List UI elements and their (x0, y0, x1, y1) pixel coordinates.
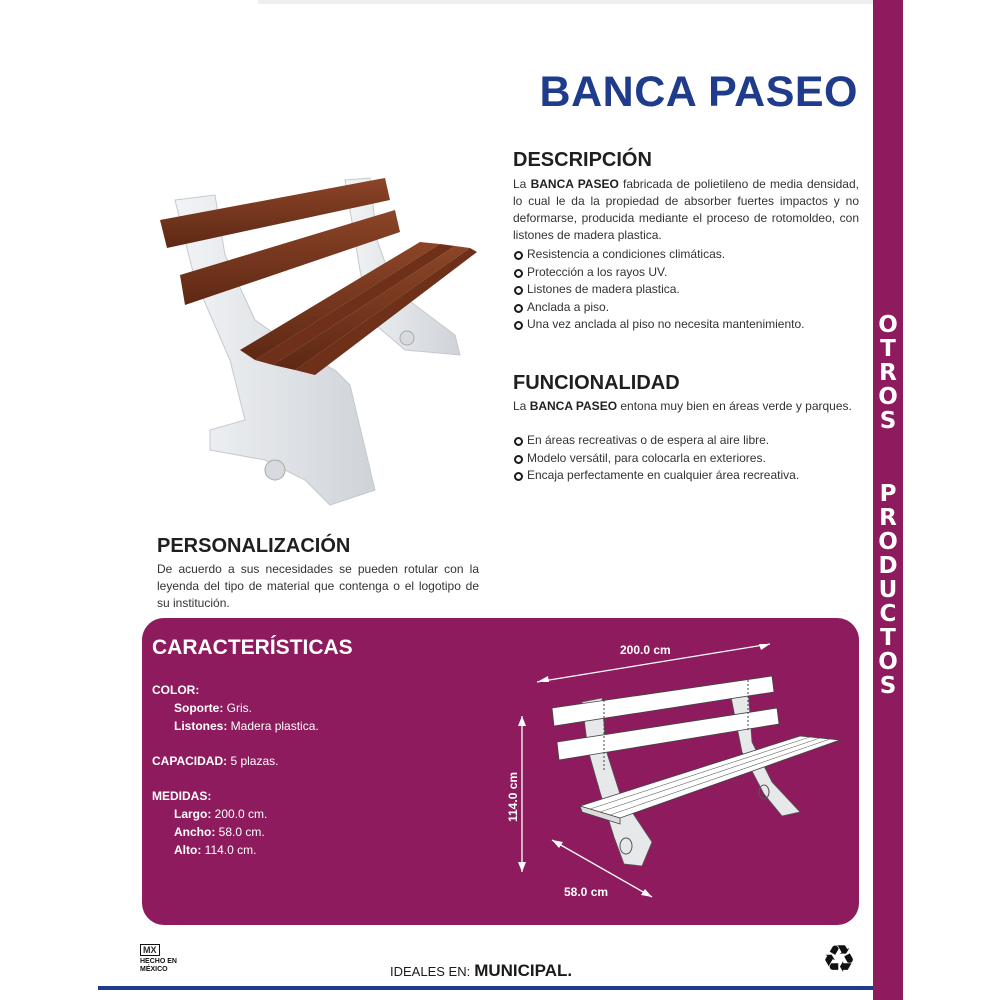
productos-letter: C (879, 601, 897, 627)
caracteristicas-heading: CARACTERÍSTICAS (152, 636, 353, 659)
productos-letter: O (878, 649, 898, 675)
descripcion-intro-post: fabricada de polietileno de media densidad, lo cual le da la propiedad de absorber fuertes impactos y no deformarse, producida mediante el proceso de rotomoldeo, con listones de madera plastica. (513, 177, 859, 242)
sidebar-label-otros[interactable] (873, 313, 903, 433)
caracteristicas-panel (142, 618, 859, 925)
descripcion-text (513, 176, 859, 244)
listones-value: Madera plastica. (227, 719, 319, 733)
top-border (258, 0, 873, 4)
mx-badge: MX (140, 944, 160, 956)
hecho-en-mexico-logo (140, 940, 192, 984)
capacidad-value: 5 plazas. (227, 754, 279, 768)
alto-value: 114.0 cm. (201, 843, 257, 857)
descripcion-product-name: BANCA PASEO (530, 177, 619, 191)
otros-letter: O (878, 312, 898, 338)
soporte-label: Soporte: (174, 701, 224, 715)
ideales-label: IDEALES EN: (390, 964, 471, 979)
medidas-label: MEDIDAS: (152, 789, 212, 803)
list-item: Anclada a piso. (513, 299, 863, 317)
bench-support-front (582, 698, 652, 866)
list-item: En áreas recreativas o de espera al aire libre. (513, 432, 863, 450)
capacidad-row (152, 752, 319, 770)
dimension-diagram (502, 632, 852, 912)
list-item: Modelo versátil, para colocarla en exteriores. (513, 450, 863, 468)
descripcion-bullets (513, 246, 863, 334)
height-label: 114.0 cm (506, 771, 520, 822)
list-item: Resistencia a condiciones climáticas. (513, 246, 863, 264)
sidebar-label-productos[interactable] (873, 482, 903, 698)
descripcion-heading: DESCRIPCIÓN (513, 149, 652, 171)
alto-row (152, 841, 319, 859)
listones-row (152, 717, 319, 735)
otros-letter: T (880, 336, 896, 362)
otros-letter: R (879, 360, 897, 386)
page-title: BANCA PASEO (539, 68, 858, 116)
largo-value: 200.0 cm. (211, 807, 268, 821)
productos-letter: R (879, 505, 897, 531)
largo-label: Largo: (174, 807, 212, 821)
length-label: 200.0 cm (620, 643, 671, 657)
spec-list (152, 681, 319, 859)
soporte-value: Gris. (223, 701, 253, 715)
ancho-row (152, 823, 319, 841)
largo-row (152, 805, 319, 823)
funcionalidad-heading: FUNCIONALIDAD (513, 372, 680, 394)
productos-letter: T (880, 625, 896, 651)
bolt-circle (400, 331, 414, 345)
funcionalidad-intro-post: entona muy bien en áreas verde y parques. (617, 399, 852, 413)
productos-letter: D (878, 553, 898, 579)
recycle-icon: ♻ (821, 939, 857, 981)
productos-letter: O (878, 529, 898, 555)
list-item: Una vez anclada al piso no necesita mantenimiento. (513, 316, 863, 334)
ideales-value: MUNICIPAL. (474, 961, 573, 980)
hecho-en-label: HECHO EN (140, 958, 177, 965)
funcionalidad-bullets (513, 432, 863, 485)
productos-letter: S (879, 673, 897, 699)
personalizacion-heading: PERSONALIZACIÓN (157, 535, 351, 557)
soporte-row (152, 699, 319, 717)
listones-label: Listones: (174, 719, 228, 733)
ancho-label: Ancho: (174, 825, 216, 839)
descripcion-intro-pre: La (513, 177, 531, 191)
funcionalidad-product-name: BANCA PASEO (529, 399, 618, 413)
productos-letter: U (878, 577, 898, 603)
color-label: COLOR: (152, 683, 200, 697)
productos-letter: P (879, 481, 897, 507)
ancho-value: 58.0 cm. (215, 825, 265, 839)
footer-divider (98, 986, 873, 990)
otros-letter: O (878, 384, 898, 410)
list-item: Listones de madera plastica. (513, 281, 863, 299)
personalizacion-text: De acuerdo a sus necesidades se pueden rotular con la leyenda del tipo de material que contenga o el logotipo de su institución. (157, 562, 479, 610)
otros-letter: S (879, 408, 897, 434)
bolt-circle (265, 460, 285, 480)
alto-label: Alto: (174, 843, 202, 857)
funcionalidad-intro-pre: La (513, 399, 530, 413)
list-item: Protección a los rayos UV. (513, 264, 863, 282)
depth-label: 58.0 cm (564, 885, 609, 899)
bench-photo (155, 170, 485, 515)
ideales-en (390, 961, 572, 981)
list-item: Encaja perfectamente en cualquier área recreativa. (513, 467, 863, 485)
capacidad-label: CAPACIDAD: (152, 754, 228, 768)
funcionalidad-text (513, 398, 859, 415)
mexico-label: MÉXICO (140, 966, 168, 973)
